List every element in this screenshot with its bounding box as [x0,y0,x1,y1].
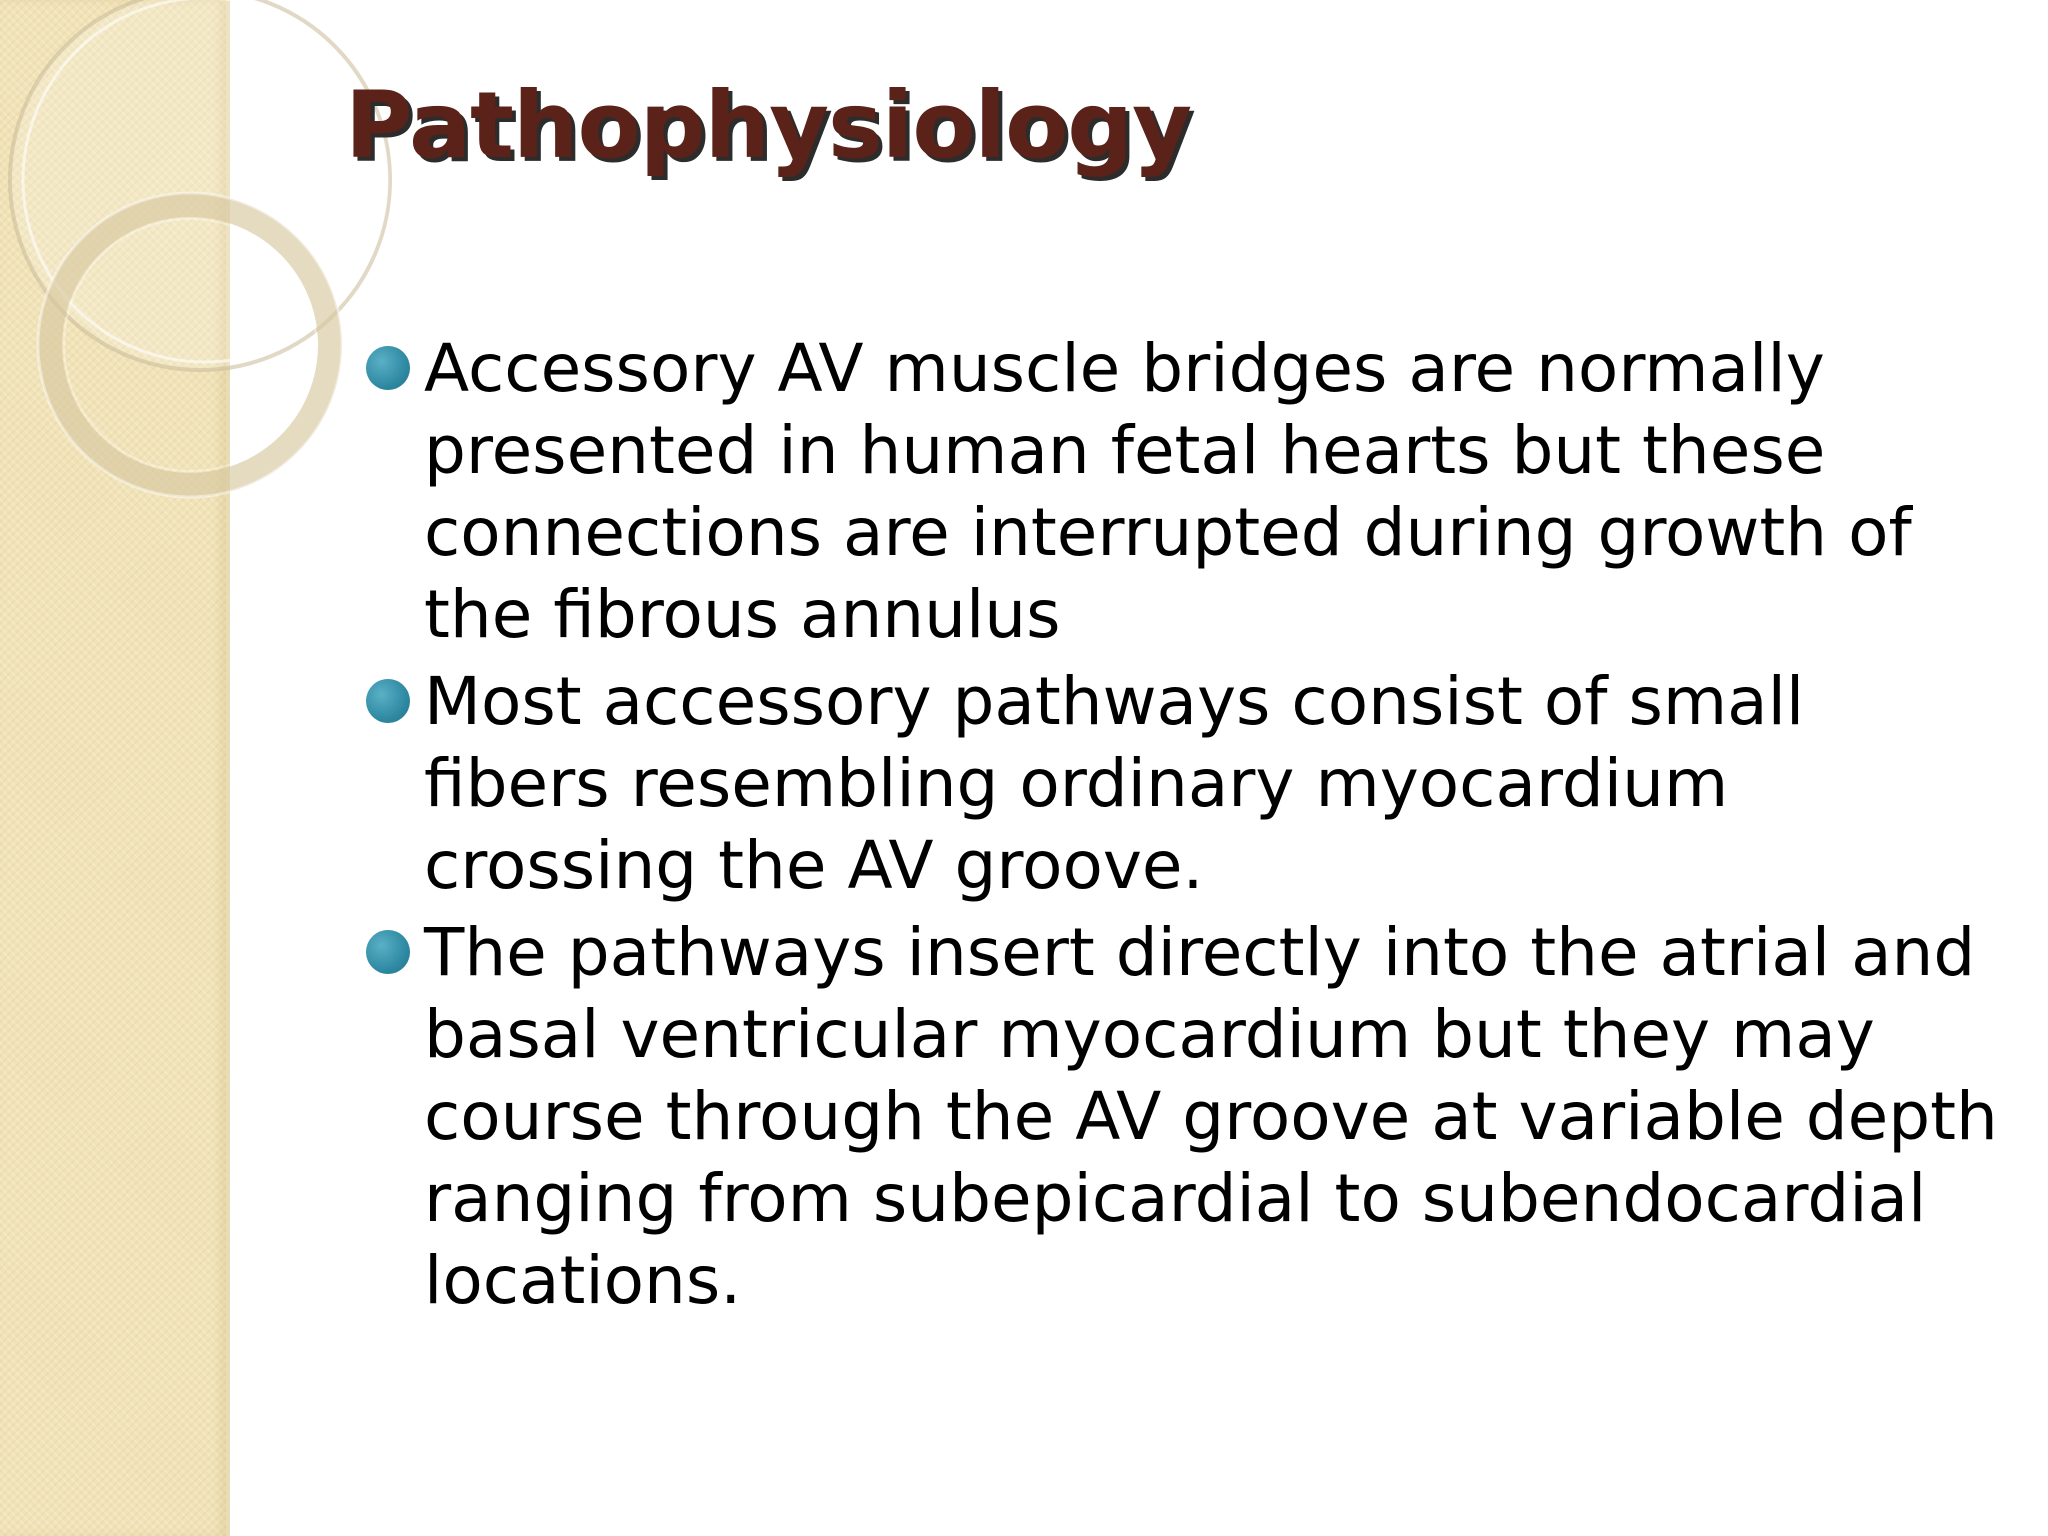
bullet-text: Most accessory pathways consist of small fibers resembling ordinary myocardium crossing the AV groove. [424,663,1805,904]
bullet-item [362,328,2002,656]
bullet-item [362,661,2002,907]
slide-title: Pathophysiology [345,72,1192,179]
bullet-text: The pathways insert directly into the atrial and basal ventricular myocardium but they may course through the AV groove at variable depth ranging from subepicardial to subendocardial locations. [424,914,1998,1319]
bullet-list [362,328,2002,1327]
bullet-item [362,912,2002,1322]
bullet-dot-icon [366,930,410,974]
bullet-text: Accessory AV muscle bridges are normally presented in human fetal hearts but these connections are interrupted during growth of the fibrous annulus [424,330,1912,653]
bullet-dot-icon [366,346,410,390]
bullet-dot-icon [366,679,410,723]
